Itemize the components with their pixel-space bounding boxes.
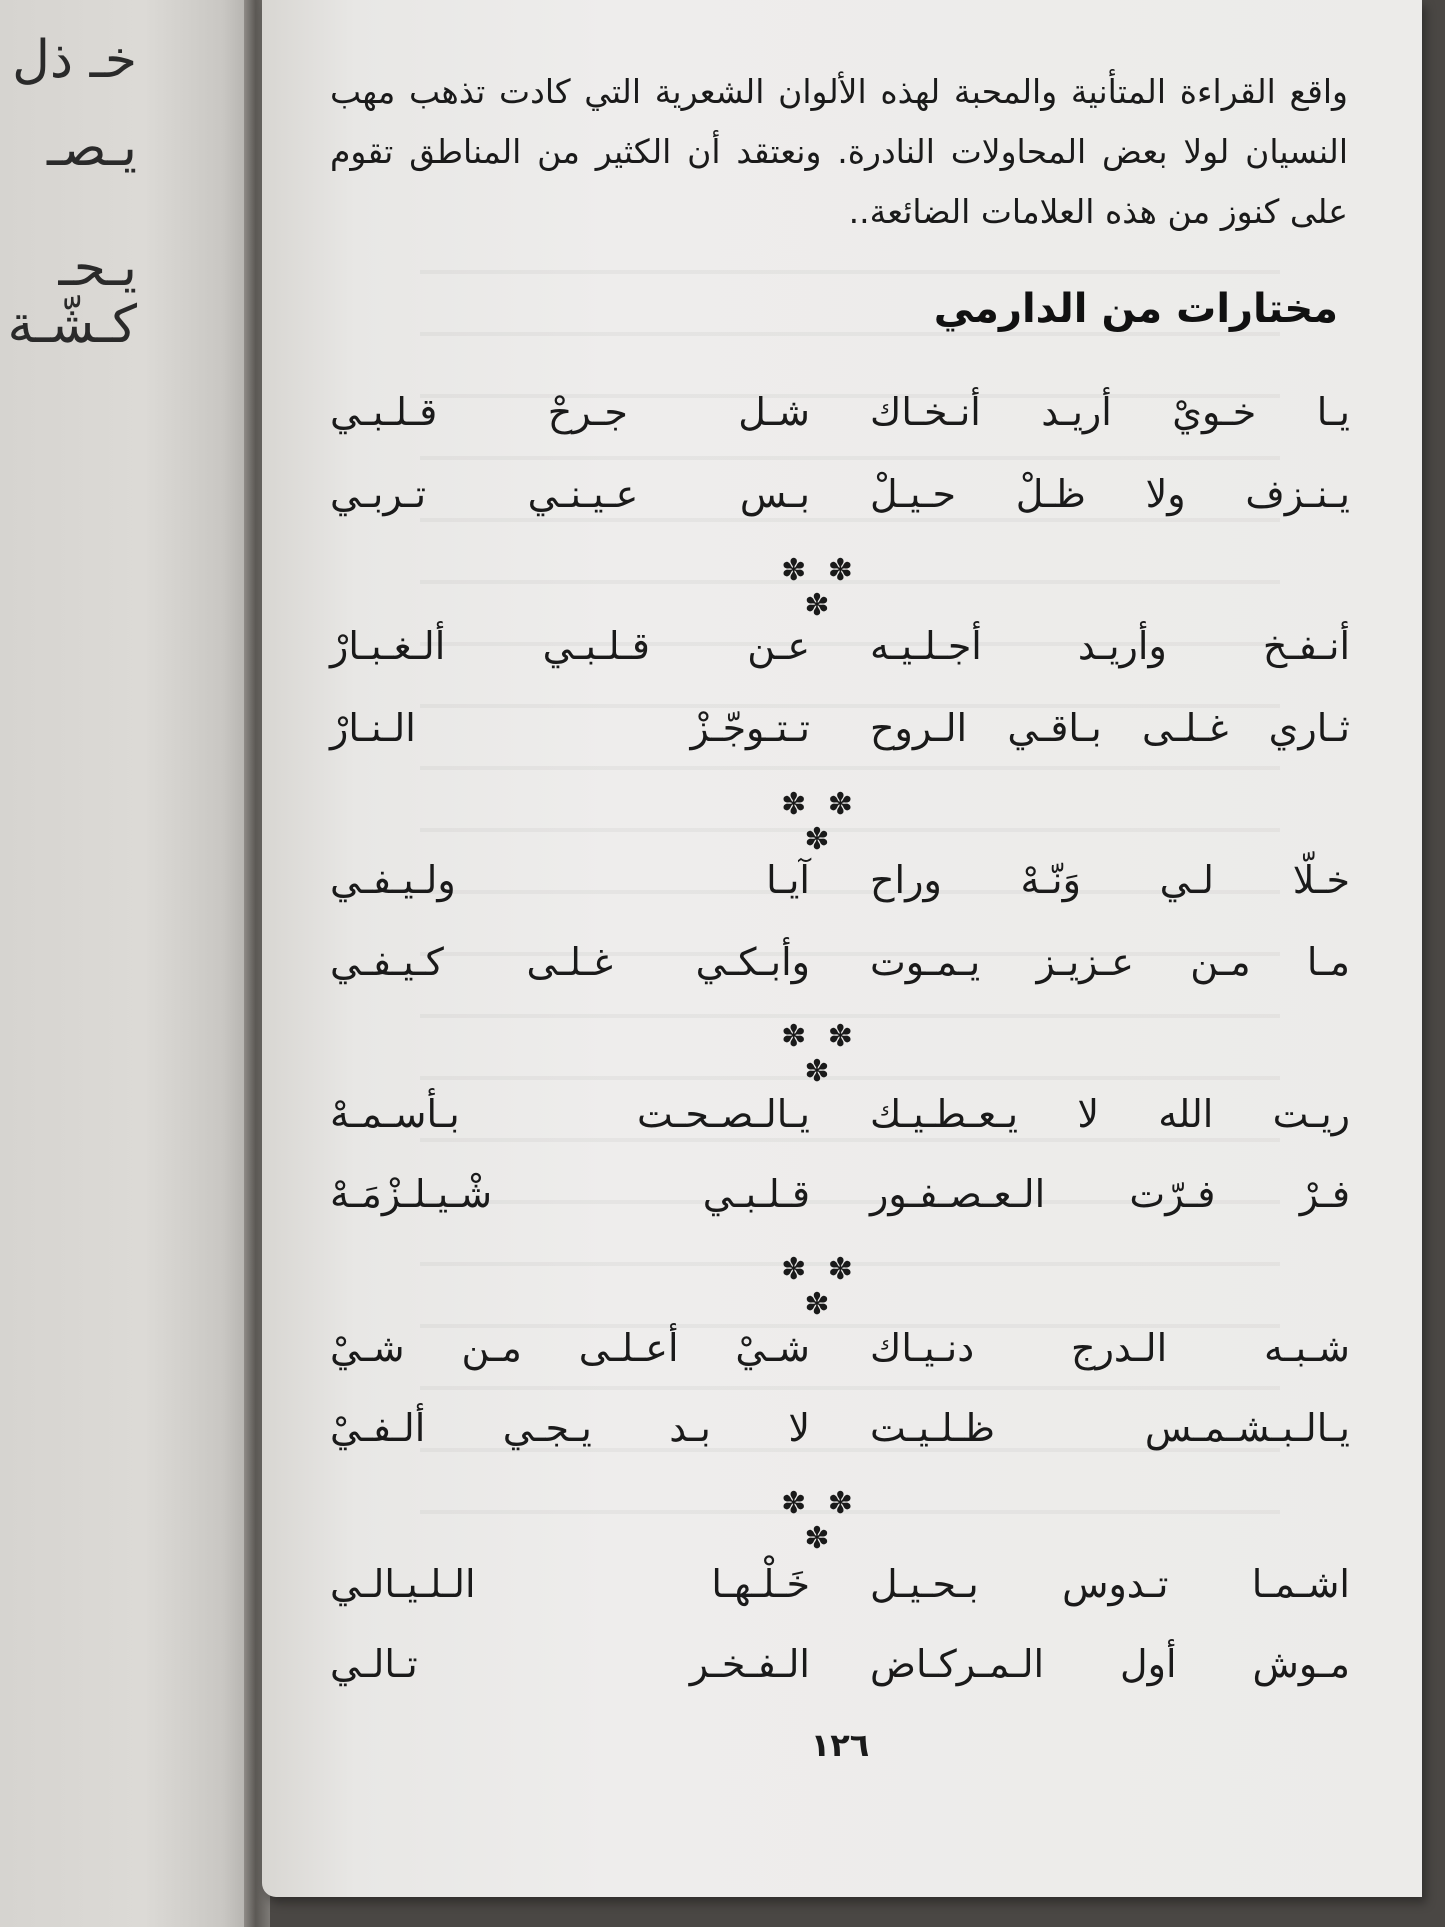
intro-paragraph: واقع القراءة المتأنية والمحبة لهذه الألوان الشعرية التي كادت تذهب مهب النسيان لولا بعض المحاولات النادرة. ونعتقد أن الكثير من المناطق تقوم على كنوز من هذه العلامات الضائعة..: [330, 72, 1348, 231]
verse-second-hemistich: قـلـبـي شْـيـلـزْمَـهْ: [330, 1172, 810, 1216]
verse-second-hemistich: بـس عـيـنـي تـربـي: [330, 472, 810, 516]
verse-first-hemistich: مـا مـن عـزيـز يـمـوت: [870, 940, 1350, 984]
verse-second-hemistich: يـالـصـحـت بـأسـمـهْ: [330, 1092, 810, 1136]
verse-separator: ✽ ✽ ✽: [781, 787, 859, 857]
verse-line: [330, 1166, 1350, 1222]
left-page-fragment: يـحـ: [58, 238, 137, 298]
verse-second-hemistich: تـتـوجّـزْ الـنـارْ: [330, 706, 810, 750]
verse-separator: ✽ ✽ ✽: [781, 1019, 859, 1089]
verse-first-hemistich: مـوش أول الـمـركـاض: [870, 1642, 1350, 1686]
verse-line: [330, 618, 1350, 674]
verse-first-hemistich: أنـفـخ وأريـد أجـلـيـه: [870, 624, 1350, 668]
verse-second-hemistich: شـل جـرحْ قـلـبـي: [330, 390, 810, 434]
verse-second-hemistich: آيـا ولـيـفـي: [330, 858, 810, 902]
verse-separator: ✽ ✽ ✽: [781, 553, 859, 623]
left-page: [0, 0, 262, 1927]
left-page-fragment: يـصـ: [46, 118, 137, 178]
verse-line: [330, 852, 1350, 908]
verse-line: [330, 466, 1350, 522]
verse-second-hemistich: شـيْ أعـلـى مـن شـيْ: [330, 1326, 810, 1370]
verse-first-hemistich: يـالـبـشـمـس ظـلـيـت: [870, 1406, 1350, 1450]
verse-separator: ✽ ✽ ✽: [781, 1486, 859, 1556]
verse-first-hemistich: يـا خـويْ أريـد أنـخـاك: [870, 390, 1350, 434]
verse-first-hemistich: شـبـه الـدرج دنـيـاك: [870, 1326, 1350, 1370]
verse-first-hemistich: يـنـزف ولا ظـلْ حـيـلْ: [870, 472, 1350, 516]
verse-first-hemistich: ريـت الله لا يـعـطـيـك: [870, 1092, 1350, 1136]
verse-first-hemistich: فـرْ فـرّت الـعـصـفـور: [870, 1172, 1350, 1216]
verse-second-hemistich: خَـلْـهـا الـلـيـالـي: [330, 1562, 810, 1606]
verse-first-hemistich: ثـاري غـلـى بـاقـي الـروح: [870, 706, 1350, 750]
section-heading: مختارات من الدارمي: [933, 286, 1338, 332]
verse-line: [330, 1636, 1350, 1692]
left-page-fragment: كـشّـة: [7, 295, 137, 355]
verse-line: [330, 1320, 1350, 1376]
verse-line: [330, 384, 1350, 440]
verse-line: [330, 700, 1350, 756]
verse-line: [330, 934, 1350, 990]
page-number: ١٢٦: [810, 1726, 870, 1764]
verse-line: [330, 1086, 1350, 1142]
verse-first-hemistich: اشـمـا تـدوس بـحـيـل: [870, 1562, 1350, 1606]
left-page-fragment: خـ ذل: [12, 30, 137, 90]
verse-second-hemistich: عـن قـلـبـي ألـغـبـارْ: [330, 624, 810, 668]
verse-second-hemistich: وأبـكـي غـلـى كـيـفـي: [330, 940, 810, 984]
verse-first-hemistich: خـلّا لـي وَنّـهْ وراح: [870, 858, 1350, 902]
verse-line: [330, 1556, 1350, 1612]
verse-separator: ✽ ✽ ✽: [781, 1252, 859, 1322]
verse-second-hemistich: الـفـخـر تـالـي: [330, 1642, 810, 1686]
verse-line: [330, 1400, 1350, 1456]
verse-second-hemistich: لا بـد يـجـي ألـفـيْ: [330, 1406, 810, 1450]
